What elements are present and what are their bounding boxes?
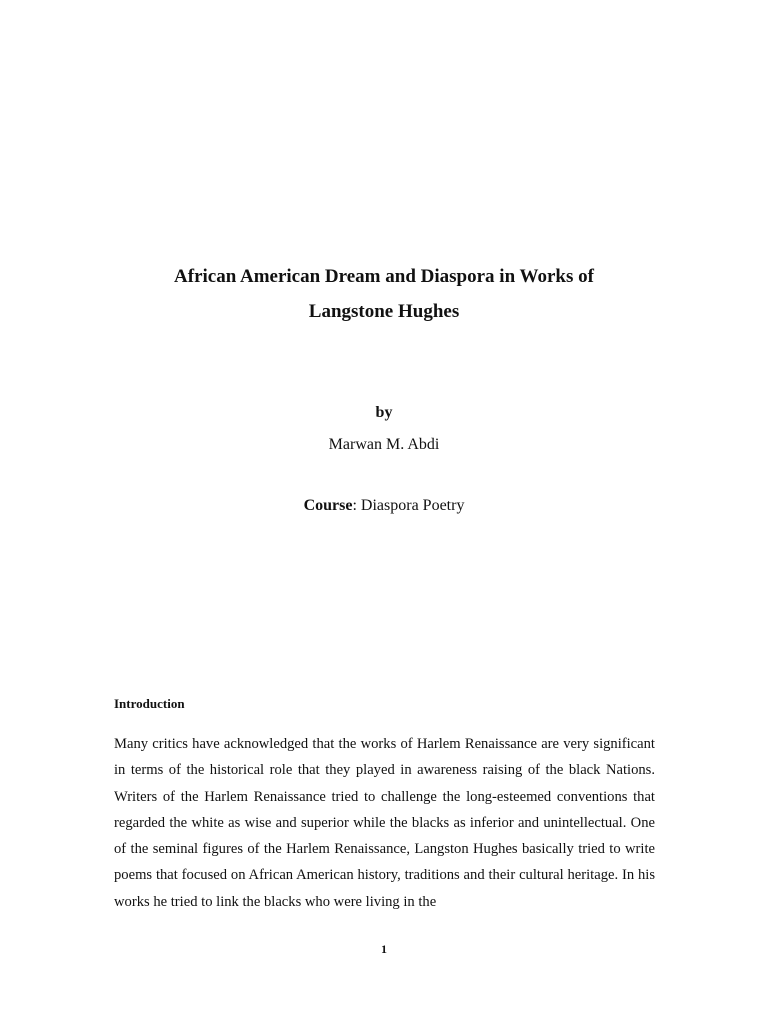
introduction-paragraph: Many critics have acknowledged that the works of Harlem Renaissance are very significant in terms of the historical role that they played in awareness raising of the black Nations. Writers of the Harlem Renaissance tried to challenge the long-esteemed conventions that regarded the white as wise and superior while the blacks as inferior and unintellectual. One of the seminal figures of the Harlem Renaissance, Langston Hughes basically tried to write poems that focused on African American history, traditions and their cultural heritage. In his works he tried to link the blacks who were living in the [114,736,655,910]
course-label: Course [303,497,353,514]
page-number: 1 [381,942,387,956]
title-line-1: African American Dream and Diaspora in Works of [174,266,594,287]
course-line [114,495,654,517]
by-label: by [375,404,393,421]
course-separator: : [352,497,361,514]
author-name: Marwan M. Abdi [328,436,440,453]
course-value: Diaspora Poetry [360,497,465,514]
title-line-2: Langstone Hughes [308,301,460,322]
introduction-heading: Introduction [114,696,185,711]
